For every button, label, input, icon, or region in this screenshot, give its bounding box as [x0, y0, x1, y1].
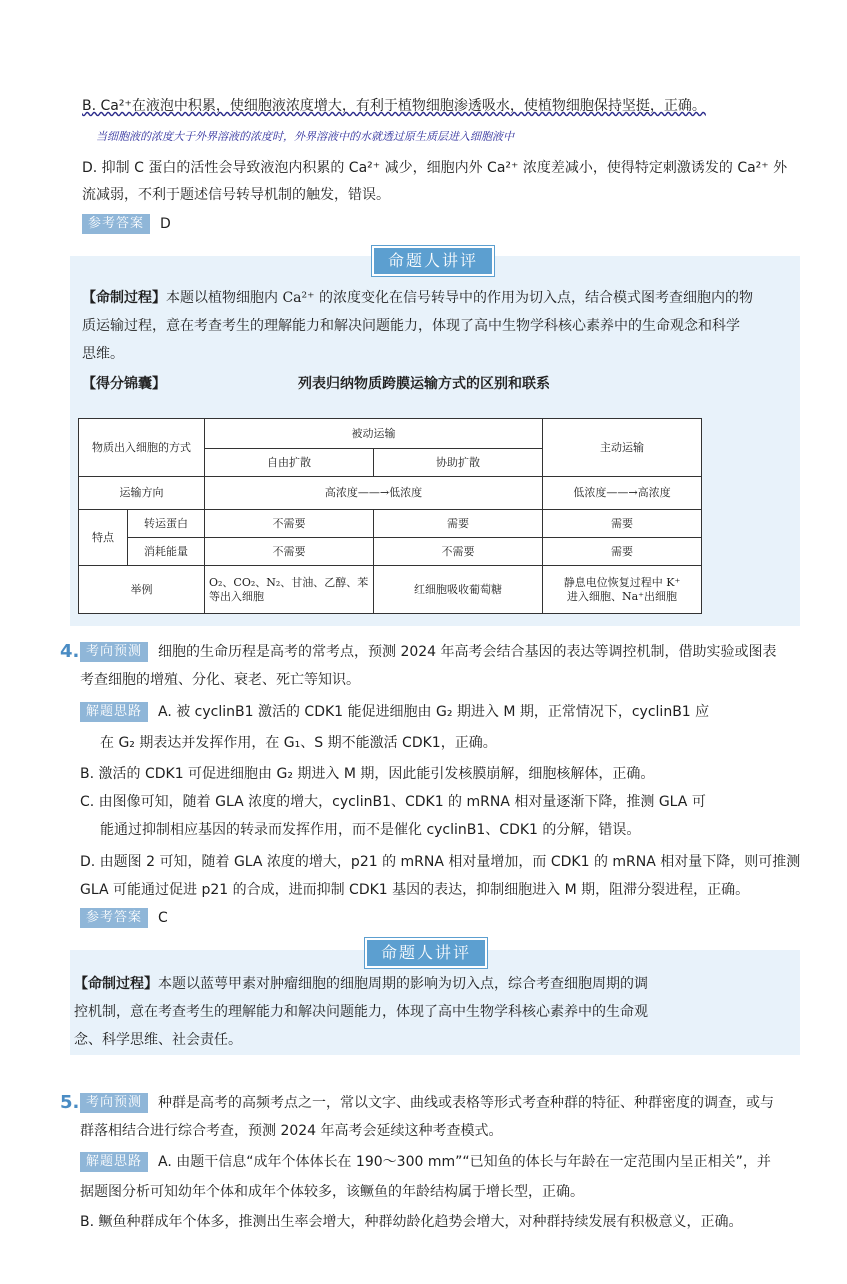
example-active	[543, 566, 702, 614]
energy-free: 不需要	[205, 538, 374, 566]
tips-label: 【得分锦囊】	[82, 376, 166, 392]
reference-answer-tag: 参考答案	[82, 214, 150, 234]
header-passive: 被动运输	[205, 419, 543, 449]
q4-option-a-line1: A. 被 cyclinB1 激活的 CDK1 能促进细胞由 G₂ 期进入 M 期，正常情况下，cyclinB1 应	[158, 704, 710, 720]
example-free-line1: O₂、CO₂、N₂、甘油、乙醇、苯	[209, 575, 369, 589]
row-direction-label: 运输方向	[79, 477, 205, 510]
panel2-line2: 控机制，意在考查考生的理解能力和解决问题能力，体现了高中生物学科核心素养中的生命观	[74, 1004, 648, 1020]
commentary-banner: 命题人讲评	[372, 246, 494, 276]
row-energy-label: 消耗能量	[128, 538, 205, 566]
q5-option-b: B. 鳜鱼种群成年个体多，推测出生率会增大，种群幼龄化趋势会增大，对种群持续发展有积极意义，正确。	[80, 1214, 743, 1230]
q5-option-a-line2: 据题图分析可知幼年个体和成年个体较多，该鳜鱼的年龄结构属于增长型，正确。	[80, 1184, 584, 1200]
q5-forecast-tag: 考向预测	[80, 1093, 148, 1113]
table-title: 列表归纳物质跨膜运输方式的区别和联系	[298, 376, 550, 392]
q5-number: 5.	[60, 1092, 80, 1113]
row-example-label: 举例	[79, 566, 205, 614]
process-line2: 质运输过程，意在考查考生的理解能力和解决问题能力，体现了高中生物学科核心素养中的生命观念和科学	[82, 318, 740, 334]
example-free	[205, 566, 374, 614]
q4-number: 4.	[60, 641, 80, 662]
q4-option-c-line2: 能通过抑制相应基因的转录而发挥作用，而不是催化 cyclinB1、CDK1 的分解，错误。	[100, 822, 641, 838]
q5-forecast-line2: 群落相结合进行综合考查，预测 2024 年高考会延续这种考查模式。	[80, 1123, 503, 1139]
example-facilitated: 红细胞吸收葡萄糖	[374, 566, 543, 614]
q4-option-d-line2: GLA 可能通过促进 p21 的合成，进而抑制 CDK1 基因的表达，抑制细胞进入 M 期，阻滞分裂进程，正确。	[80, 882, 750, 898]
row-features-label: 特点	[79, 509, 128, 565]
header-free-diffusion: 自由扩散	[205, 449, 374, 477]
energy-facilitated: 不需要	[374, 538, 543, 566]
header-facilitated-diffusion: 协助扩散	[374, 449, 543, 477]
header-way: 物质出入细胞的方式	[79, 419, 205, 477]
q4-forecast-line2: 考查细胞的增殖、分化、衰老、死亡等知识。	[80, 672, 360, 688]
q4-option-c-line1: C. 由图像可知，随着 GLA 浓度的增大，cyclinB1、CDK1 的 mRNA 相对量逐渐下降，推测 GLA 可	[80, 794, 706, 810]
process-text-1: 本题以植物细胞内 Ca²⁺ 的浓度变化在信号转导中的作用为切入点，结合模式图考查细胞内的物	[166, 290, 753, 306]
q4-forecast-tag: 考向预测	[80, 642, 148, 662]
example-free-line2: 等出入细胞	[209, 589, 264, 603]
carrier-free: 不需要	[205, 509, 374, 537]
q5-solution-tag: 解题思路	[80, 1152, 148, 1172]
q4-option-a-line2: 在 G₂ 期表达并发挥作用，在 G₁、S 期不能激活 CDK1，正确。	[100, 735, 497, 751]
carrier-facilitated: 需要	[374, 509, 543, 537]
process-line3: 思维。	[82, 346, 124, 362]
q4-option-d-line1: D. 由题图 2 可知，随着 GLA 浓度的增大，p21 的 mRNA 相对量增加，而 CDK1 的 mRNA 相对量下降，则可推测	[80, 854, 801, 870]
q4-option-b: B. 激活的 CDK1 可促进细胞由 G₂ 期进入 M 期，因此能引发核膜崩解，细胞核解体，正确。	[80, 766, 655, 782]
example-active-line2: 进入细胞、Na⁺出细胞	[567, 589, 677, 603]
handwritten-note: 当细胞液的浓度大于外界溶液的浓度时，外界溶液中的水就透过原生质层进入细胞液中	[96, 130, 514, 143]
panel2-process-label: 【命制过程】	[74, 976, 158, 992]
panel2-line1	[74, 974, 648, 994]
q4-answer: C	[158, 910, 168, 926]
process-line1	[82, 288, 753, 308]
direction-active: 低浓度——→高浓度	[543, 477, 702, 510]
option-d-line2: 流减弱，不利于题述信号转导机制的触发，错误。	[82, 187, 390, 203]
direction-passive: 高浓度——→低浓度	[205, 477, 543, 510]
q4-forecast-line1: 细胞的生命历程是高考的常考点，预测 2024 年高考会结合基因的表达等调控机制，借助实验或图表	[158, 644, 777, 660]
q5-option-a-line1: A. 由题干信息“成年个体体长在 190～300 mm”“已知鱼的体长与年龄在一定范围内呈正相关”，并	[158, 1154, 771, 1170]
panel2-line3: 念、科学思维、社会责任。	[74, 1032, 242, 1048]
q4-reference-tag: 参考答案	[80, 908, 148, 928]
header-active: 主动运输	[543, 419, 702, 477]
reference-answer: D	[160, 216, 171, 232]
q5-forecast-line1: 种群是高考的高频考点之一，常以文字、曲线或表格等形式考查种群的特征、种群密度的调查，或与	[158, 1095, 774, 1111]
panel2-text-1: 本题以蓝萼甲素对肿瘤细胞的细胞周期的影响为切入点，综合考查细胞周期的调	[158, 976, 648, 992]
commentary-banner-2: 命题人讲评	[365, 938, 487, 968]
example-active-line1: 静息电位恢复过程中 K⁺	[563, 575, 681, 589]
row-carrier-label: 转运蛋白	[128, 509, 205, 537]
q4-solution-tag: 解题思路	[80, 702, 148, 722]
transport-table	[78, 418, 702, 614]
process-label: 【命制过程】	[82, 290, 166, 306]
carrier-active: 需要	[543, 509, 702, 537]
option-b-text: B. Ca²⁺在液泡中积累，使细胞液浓度增大，有利于植物细胞渗透吸水，使植物细胞保持坚挺，正确。	[82, 98, 706, 114]
energy-active: 需要	[543, 538, 702, 566]
option-d-line1: D. 抑制 C 蛋白的活性会导致液泡内积累的 Ca²⁺ 减少，细胞内外 Ca²⁺ 浓度差减小，使得特定刺激诱发的 Ca²⁺ 外	[82, 160, 788, 176]
